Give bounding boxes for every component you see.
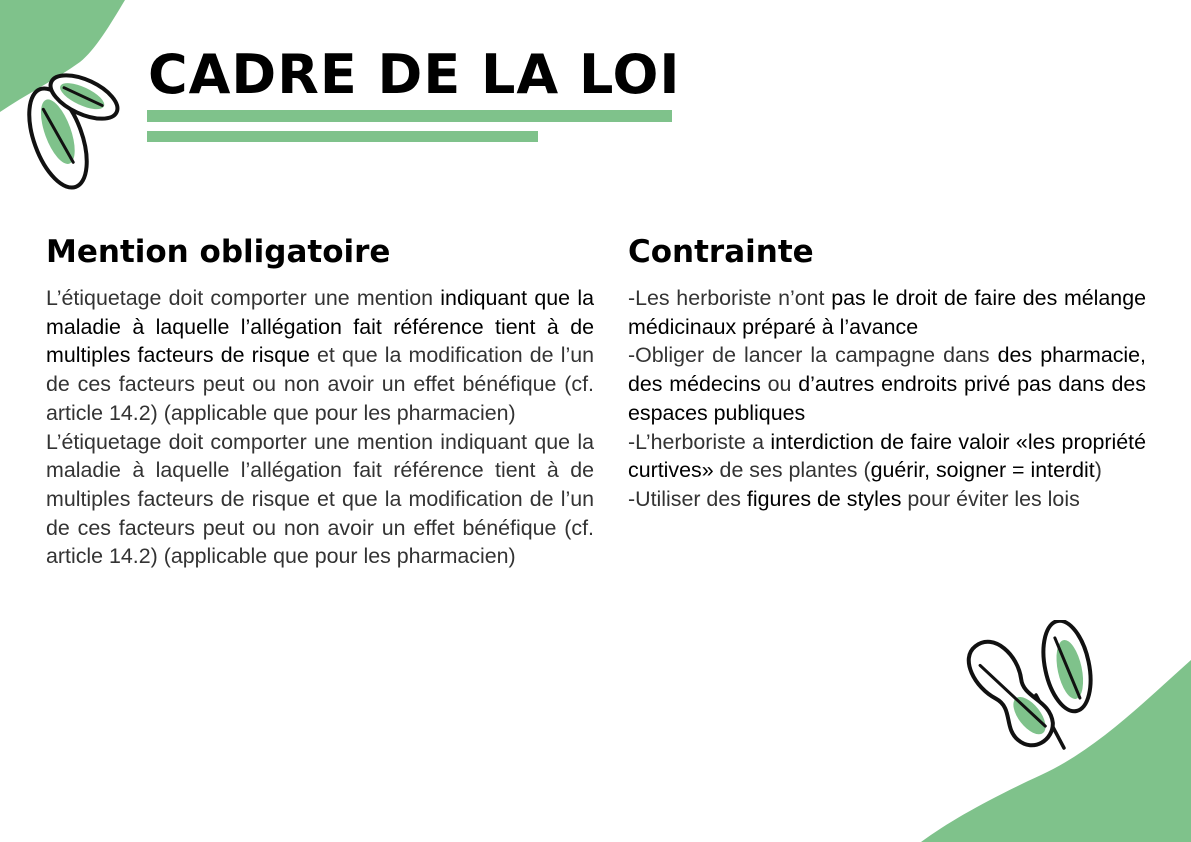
text: -Obliger de lancer la campagne dans	[628, 343, 998, 368]
section-heading: Contrainte	[628, 234, 814, 270]
emphasis: guérir, soigner = interdit	[870, 458, 1095, 483]
page-title: CADRE DE LA LOI	[148, 43, 681, 106]
emphasis: des pharmacie,	[997, 343, 1147, 368]
emphasis: interdiction de faire valoir «les propriété curtives»	[628, 429, 1146, 483]
text: de ses plantes (	[713, 458, 871, 483]
section-heading: Mention obligatoire	[46, 234, 391, 270]
text: et que la modification de l’un de ces facteurs peut ou non avoir un effet bénéfique (cf. article 14.2) (applicable que pour les pharmacien)	[46, 343, 594, 425]
paragraph	[628, 341, 1146, 427]
emphasis: des médecins	[628, 372, 761, 397]
leaf-icon	[1036, 620, 1098, 716]
text: -Les herboriste n’ont	[628, 286, 832, 310]
text: L’étiquetage doit comporter une mention indiquant que la maladie à laquelle l’allégation fait référence tient à de multiples facteurs de risque et que la modification de l’un de ces facteurs peut ou non avoir un effet bénéfique (cf. article 14.2) (applicable que pour les pharmacien)	[46, 429, 594, 569]
bottom-right-leaf-decoration	[921, 620, 1191, 842]
paragraph	[46, 284, 594, 428]
emphasis: indiquant que la maladie à laquelle l’allégation fait référence tient à de multiples facteurs de risque	[46, 286, 594, 368]
contrainte-section	[628, 232, 1146, 514]
paragraph	[628, 485, 1146, 514]
text: )	[1094, 458, 1102, 483]
paragraph	[46, 428, 594, 572]
title-underline-short	[147, 131, 538, 142]
text: ou	[760, 372, 799, 397]
emphasis: pas le droit de faire des mélange médicinaux préparé à l’avance	[628, 286, 1146, 339]
text: L’étiquetage doit comporter une mention	[46, 286, 441, 310]
title-underline-long	[147, 110, 672, 122]
paragraph	[628, 428, 1146, 485]
paragraph	[628, 284, 1146, 341]
emphasis: figures de styles	[746, 486, 902, 511]
top-left-leaf-decoration	[0, 0, 130, 195]
text: pour éviter les lois	[901, 486, 1080, 511]
text: -L’herboriste a	[628, 429, 771, 454]
text: -Utiliser des	[628, 486, 747, 511]
emphasis: d’autres endroits privé pas dans des espaces publiques	[628, 372, 1147, 425]
mention-obligatoire-section	[46, 232, 594, 571]
